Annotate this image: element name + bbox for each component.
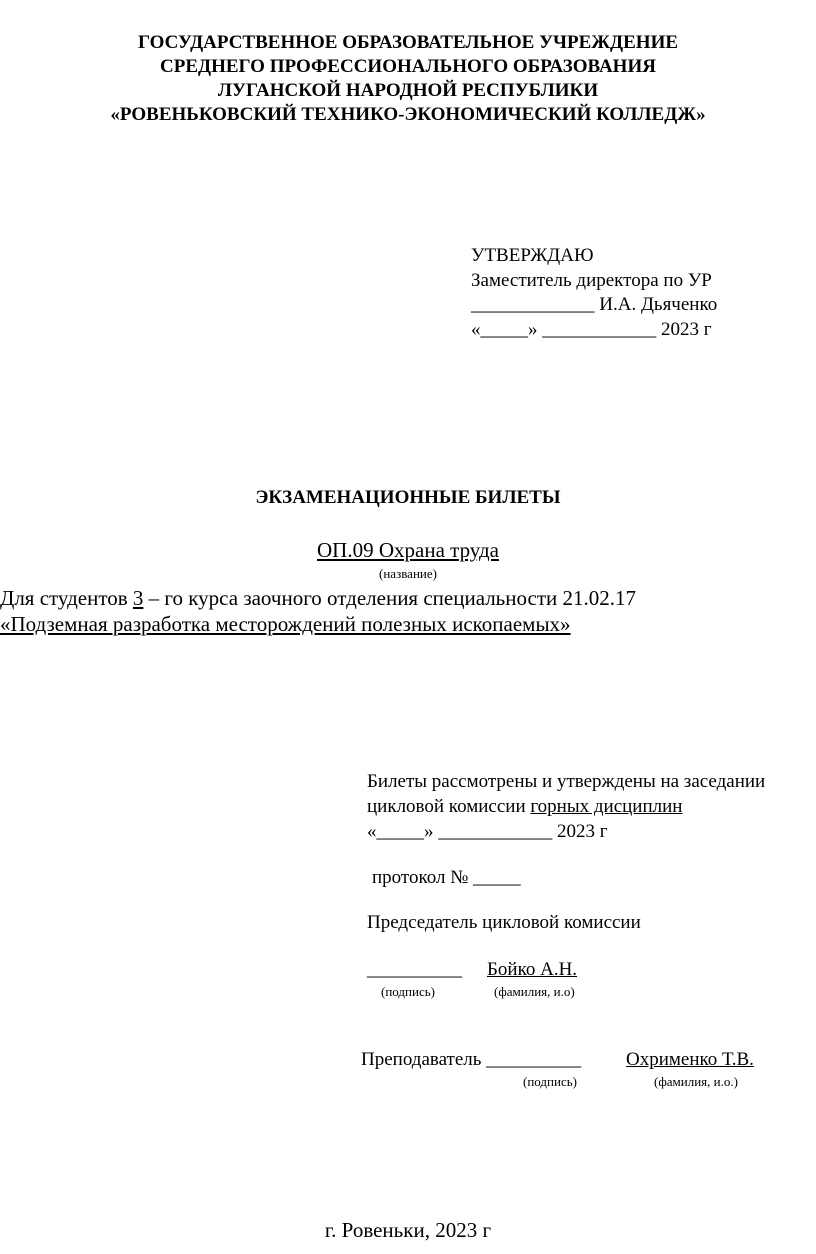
students-block <box>0 585 636 637</box>
chair-label: Председатель цикловой комиссии <box>367 912 641 933</box>
document-title: ЭКЗАМЕНАЦИОННЫЕ БИЛЕТЫ <box>255 487 561 508</box>
approval-position: Заместитель директора по УР <box>471 269 712 291</box>
commission-name: горных дисциплин <box>530 796 683 817</box>
teacher-name-caption: (фамилия, и.о.) <box>654 1074 738 1089</box>
approval-signature-line: _____________ И.А. Дьяченко <box>471 294 718 315</box>
teacher-signature-caption: (подпись) <box>523 1074 577 1089</box>
institution-header <box>0 31 816 127</box>
approval-heading: УТВЕРЖДАЮ <box>471 245 594 266</box>
teacher-label-text: Преподаватель <box>361 1049 487 1070</box>
teacher-label <box>361 1049 581 1071</box>
header-line-1: ГОСУДАРСТВЕННОЕ ОБРАЗОВАТЕЛЬНОЕ УЧРЕЖДЕНИЕ <box>137 32 679 53</box>
commission-line-1: Билеты рассмотрены и утверждены на заседании <box>367 771 766 792</box>
subject-name <box>0 538 816 563</box>
approval-block <box>471 244 717 342</box>
course-number: 3 <box>132 586 144 610</box>
commission-prefix: цикловой комиссии <box>367 796 531 817</box>
chair-name: Бойко А.Н. <box>487 959 578 980</box>
subject-caption: (название) <box>379 566 437 581</box>
footer-city-year: г. Ровеньки, 2023 г <box>324 1218 492 1242</box>
subject-name-text: ОП.09 Охрана труда <box>317 538 499 562</box>
students-suffix: – го курса заочного отделения специальности 21.02.17 <box>143 586 637 610</box>
commission-date-line: «_____» ____________ 2023 г <box>367 821 608 842</box>
header-line-3: ЛУГАНСКОЙ НАРОДНОЙ РЕСПУБЛИКИ <box>217 80 599 101</box>
teacher-signature-line: __________ <box>486 1049 582 1070</box>
header-line-2: СРЕДНЕГО ПРОФЕССИОНАЛЬНОГО ОБРАЗОВАНИЯ <box>160 56 656 77</box>
students-line-2 <box>0 611 636 637</box>
header-line-4: «РОВЕНЬКОВСКИЙ ТЕХНИКО-ЭКОНОМИЧЕСКИЙ КОЛЛЕДЖ» <box>110 104 706 125</box>
specialty-name: «Подземная разработка месторождений полезных ископаемых» <box>0 612 571 636</box>
approval-date-line: «_____» ____________ 2023 г <box>471 318 712 340</box>
chair-name-caption: (фамилия, и.о) <box>494 984 575 999</box>
chair-signature-line: __________ <box>367 959 462 980</box>
protocol-line: протокол № _____ <box>372 867 521 888</box>
students-prefix: Для студентов <box>0 586 133 610</box>
commission-line-2 <box>367 794 765 819</box>
chair-signature-caption: (подпись) <box>381 984 435 999</box>
commission-block <box>367 769 765 844</box>
students-line-1 <box>0 585 636 611</box>
teacher-name: Охрименко Т.В. <box>626 1049 754 1070</box>
